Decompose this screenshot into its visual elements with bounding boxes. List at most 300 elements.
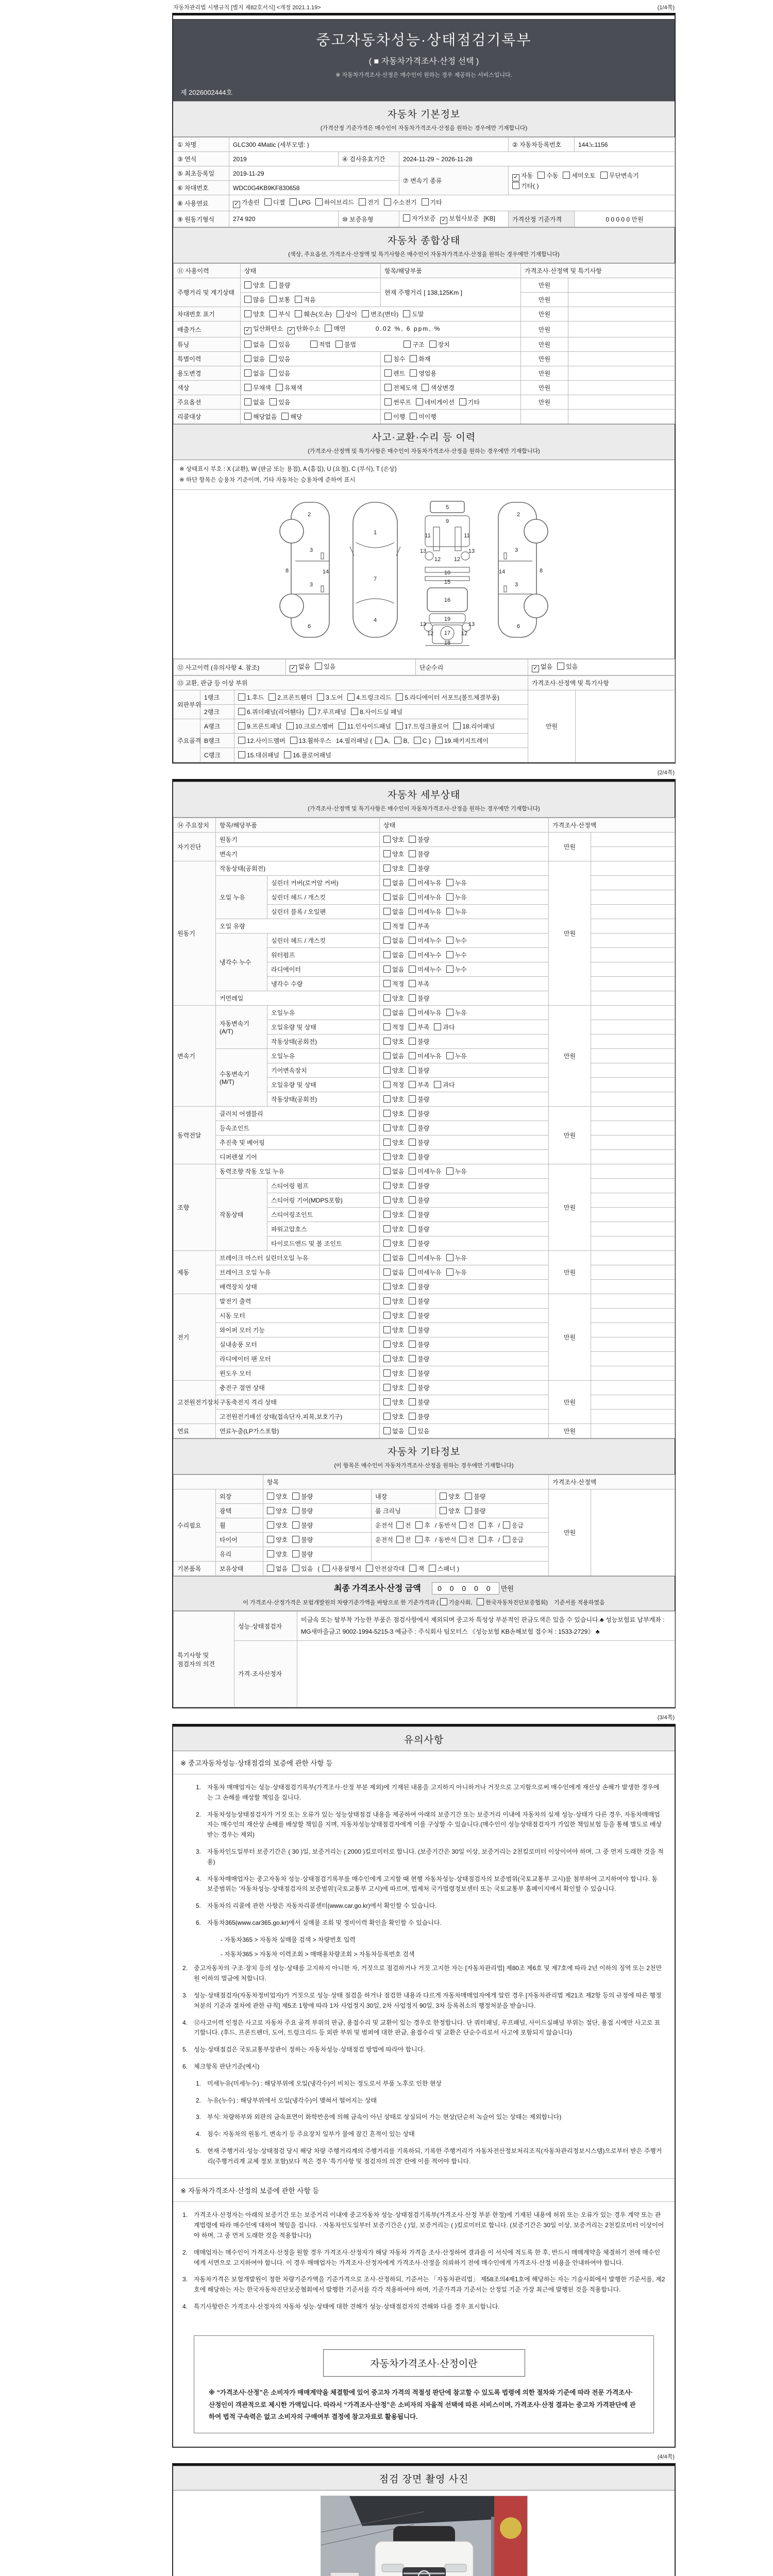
checkbox-icon[interactable] bbox=[337, 310, 344, 317]
checkbox-unchecked[interactable]: 스패너 ) bbox=[429, 1565, 459, 1572]
checkbox-icon[interactable] bbox=[396, 693, 403, 701]
checkbox-icon[interactable] bbox=[503, 1536, 510, 1543]
checkbox-unchecked[interactable]: 19.패키지트레이 bbox=[435, 737, 489, 744]
checkbox-unchecked[interactable]: 무단변속기 bbox=[600, 172, 639, 179]
checkbox-unchecked[interactable]: 양호 bbox=[383, 1067, 404, 1074]
checkbox-icon[interactable] bbox=[409, 1254, 416, 1261]
checkbox-unchecked[interactable]: 잭 bbox=[409, 1565, 424, 1572]
checkbox-unchecked[interactable]: 없음 bbox=[244, 399, 265, 406]
checkbox-unchecked[interactable]: 상이 bbox=[337, 311, 357, 318]
checkbox-icon[interactable] bbox=[267, 1521, 274, 1529]
checkbox-icon[interactable] bbox=[409, 1369, 416, 1377]
checkbox-unchecked[interactable]: 양호 bbox=[383, 1370, 404, 1377]
checkbox-unchecked[interactable]: 양호 bbox=[383, 1110, 404, 1117]
checkbox-icon[interactable] bbox=[270, 296, 277, 303]
checkbox-unchecked[interactable]: 양호 bbox=[383, 851, 404, 858]
checkbox-unchecked[interactable]: 수동 bbox=[537, 172, 558, 179]
checkbox-unchecked[interactable]: 불량 bbox=[409, 1125, 429, 1132]
checkbox-icon[interactable] bbox=[409, 1398, 416, 1405]
checkbox-icon[interactable] bbox=[409, 1283, 416, 1290]
checkbox-unchecked[interactable]: 부식 bbox=[270, 311, 290, 318]
checkbox-icon[interactable] bbox=[295, 310, 302, 317]
checkbox-icon[interactable] bbox=[434, 1081, 441, 1088]
checkbox-unchecked[interactable]: 전 bbox=[396, 1522, 411, 1529]
checkbox-unchecked[interactable]: 침수 bbox=[384, 355, 405, 363]
checkbox-unchecked[interactable]: 적법 bbox=[310, 341, 331, 348]
checkbox-icon[interactable] bbox=[394, 737, 401, 744]
checkbox-unchecked[interactable]: 후 bbox=[415, 1536, 430, 1544]
checkbox-icon[interactable] bbox=[409, 1196, 416, 1204]
checkbox-unchecked[interactable]: 후 bbox=[479, 1536, 494, 1544]
checkbox-icon[interactable] bbox=[383, 1110, 391, 1117]
checkbox-unchecked[interactable]: 13.휠하우스 bbox=[290, 737, 331, 744]
checkbox-unchecked[interactable]: 해당 bbox=[281, 413, 302, 420]
checkbox-icon[interactable]: ✓ bbox=[288, 327, 295, 334]
checkbox-icon[interactable] bbox=[325, 325, 332, 332]
checkbox-unchecked[interactable]: 불법 bbox=[335, 341, 356, 348]
checkbox-unchecked[interactable]: 양호 bbox=[383, 1154, 404, 1161]
checkbox-unchecked[interactable]: 양호 bbox=[383, 1182, 404, 1190]
checkbox-icon[interactable] bbox=[384, 355, 392, 362]
checkbox-unchecked[interactable]: 전체도색 bbox=[384, 384, 417, 392]
checkbox-unchecked[interactable]: 과다 bbox=[434, 1024, 455, 1031]
checkbox-unchecked[interactable]: 무채색 bbox=[244, 384, 271, 392]
checkbox-icon[interactable] bbox=[384, 398, 392, 405]
checkbox-unchecked[interactable]: 불량 bbox=[409, 1283, 429, 1291]
checkbox-unchecked[interactable]: 양호 bbox=[383, 1413, 404, 1420]
checkbox-checked[interactable]: ✓ 없음 bbox=[532, 663, 552, 670]
checkbox-icon[interactable] bbox=[383, 1081, 391, 1088]
checkbox-unchecked[interactable]: 불량 bbox=[409, 1370, 429, 1377]
checkbox-icon[interactable] bbox=[270, 310, 277, 317]
checkbox-unchecked[interactable]: 양호 bbox=[383, 1139, 404, 1146]
checkbox-icon[interactable] bbox=[383, 836, 391, 843]
checkbox-unchecked[interactable]: 불량 bbox=[409, 1139, 429, 1146]
checkbox-icon[interactable] bbox=[409, 1139, 416, 1146]
checkbox-unchecked[interactable]: 18.리어패널 bbox=[453, 723, 495, 730]
checkbox-icon[interactable] bbox=[292, 1565, 299, 1572]
checkbox-icon[interactable] bbox=[415, 1521, 423, 1529]
checkbox-icon[interactable] bbox=[465, 1493, 472, 1500]
checkbox-unchecked[interactable]: 미세누유 bbox=[409, 1168, 441, 1175]
checkbox-unchecked[interactable]: 부족 bbox=[409, 980, 429, 988]
checkbox-unchecked[interactable]: 없음 bbox=[267, 1565, 288, 1572]
checkbox-unchecked[interactable]: 불량 bbox=[409, 1413, 429, 1420]
checkbox-unchecked[interactable]: 불량 bbox=[409, 1110, 429, 1117]
checkbox-unchecked[interactable]: 11.인사이드패널 bbox=[339, 723, 391, 730]
checkbox-unchecked[interactable]: 과다 bbox=[434, 1081, 455, 1089]
checkbox-icon[interactable] bbox=[446, 937, 453, 944]
checkbox-icon[interactable] bbox=[383, 1297, 391, 1304]
checkbox-unchecked[interactable]: 응급 bbox=[503, 1522, 524, 1529]
checkbox-unchecked[interactable]: 있음 bbox=[270, 341, 290, 348]
checkbox-icon[interactable] bbox=[383, 1211, 391, 1218]
checkbox-unchecked[interactable]: 불량 bbox=[409, 1067, 429, 1074]
checkbox-unchecked[interactable]: 있음 bbox=[270, 370, 290, 377]
checkbox-icon[interactable] bbox=[335, 341, 343, 348]
checkbox-unchecked[interactable]: 많음 bbox=[244, 296, 265, 303]
checkbox-icon[interactable] bbox=[244, 296, 251, 303]
checkbox-icon[interactable] bbox=[465, 1507, 472, 1514]
checkbox-icon[interactable] bbox=[557, 663, 564, 670]
checkbox-icon[interactable] bbox=[383, 1398, 391, 1405]
checkbox-unchecked[interactable]: 한국자동차진단보증협회) bbox=[477, 1600, 548, 1606]
checkbox-unchecked[interactable]: 미세누수 bbox=[409, 937, 441, 944]
checkbox-icon[interactable] bbox=[383, 994, 391, 1002]
checkbox-icon[interactable] bbox=[409, 1341, 416, 1348]
checkbox-unchecked[interactable]: 전기 bbox=[359, 199, 379, 206]
checkbox-icon[interactable] bbox=[238, 708, 245, 715]
checkbox-unchecked[interactable]: 불량 bbox=[292, 1551, 313, 1558]
checkbox-icon[interactable] bbox=[362, 310, 369, 317]
checkbox-icon[interactable] bbox=[244, 398, 251, 405]
checkbox-icon[interactable] bbox=[409, 1312, 416, 1319]
checkbox-icon[interactable] bbox=[244, 310, 251, 317]
checkbox-unchecked[interactable]: 불량 bbox=[409, 1226, 429, 1233]
checkbox-icon[interactable] bbox=[383, 1052, 391, 1059]
checkbox-unchecked[interactable]: 디젤 bbox=[264, 199, 285, 206]
checkbox-icon[interactable] bbox=[292, 1507, 299, 1514]
checkbox-icon[interactable] bbox=[383, 1023, 391, 1030]
checkbox-icon[interactable] bbox=[410, 413, 417, 420]
checkbox-unchecked[interactable]: 영업용 bbox=[410, 370, 436, 377]
checkbox-unchecked[interactable]: 불량 bbox=[409, 1298, 429, 1305]
checkbox-icon[interactable] bbox=[383, 1038, 391, 1045]
checkbox-icon[interactable] bbox=[409, 951, 416, 958]
checkbox-unchecked[interactable]: 불량 bbox=[409, 1355, 429, 1363]
checkbox-unchecked[interactable]: 양호 bbox=[383, 1197, 404, 1204]
checkbox-unchecked[interactable]: 미세누유 bbox=[409, 879, 441, 887]
checkbox-unchecked[interactable]: 적정 bbox=[383, 1081, 404, 1089]
checkbox-unchecked[interactable]: 화재 bbox=[410, 355, 430, 363]
checkbox-unchecked[interactable]: 누유 bbox=[446, 894, 467, 901]
checkbox-icon[interactable] bbox=[409, 1023, 416, 1030]
checkbox-unchecked[interactable]: LPG bbox=[290, 199, 311, 206]
checkbox-icon[interactable] bbox=[317, 693, 324, 701]
checkbox-icon[interactable] bbox=[446, 1009, 453, 1016]
checkbox-icon[interactable] bbox=[440, 1598, 447, 1605]
checkbox-checked[interactable]: ✓ 일산화탄소 bbox=[244, 325, 283, 332]
checkbox-icon[interactable] bbox=[434, 1023, 441, 1030]
checkbox-unchecked[interactable]: 전 bbox=[459, 1522, 474, 1529]
checkbox-icon[interactable] bbox=[446, 908, 453, 915]
checkbox-icon[interactable] bbox=[446, 893, 453, 901]
checkbox-icon[interactable] bbox=[409, 1413, 416, 1420]
checkbox-unchecked[interactable]: 양호 bbox=[267, 1536, 288, 1544]
checkbox-icon[interactable] bbox=[383, 908, 391, 915]
checkbox-icon[interactable] bbox=[383, 1196, 391, 1204]
checkbox-unchecked[interactable]: 누유 bbox=[446, 1255, 467, 1262]
checkbox-unchecked[interactable]: 양호 bbox=[244, 311, 265, 318]
checkbox-unchecked[interactable]: 있음 bbox=[409, 1428, 429, 1435]
checkbox-icon[interactable] bbox=[383, 1369, 391, 1377]
checkbox-icon[interactable] bbox=[264, 198, 272, 206]
checkbox-unchecked[interactable]: 불량 bbox=[409, 1154, 429, 1161]
checkbox-icon[interactable] bbox=[414, 737, 421, 744]
checkbox-icon[interactable] bbox=[383, 1153, 391, 1160]
checkbox-unchecked[interactable]: 불량 bbox=[409, 995, 429, 1002]
checkbox-icon[interactable] bbox=[410, 355, 417, 362]
checkbox-icon[interactable] bbox=[281, 413, 289, 420]
checkbox-icon[interactable] bbox=[267, 1550, 274, 1557]
checkbox-unchecked[interactable]: 양호 bbox=[383, 1038, 404, 1045]
checkbox-icon[interactable] bbox=[244, 384, 251, 391]
checkbox-icon[interactable] bbox=[267, 1507, 274, 1514]
checkbox-unchecked[interactable]: 적정 bbox=[383, 1024, 404, 1031]
checkbox-icon[interactable] bbox=[267, 1565, 274, 1572]
checkbox-unchecked[interactable]: 없음 bbox=[383, 1428, 404, 1435]
checkbox-icon[interactable] bbox=[409, 1268, 416, 1276]
checkbox-unchecked[interactable]: 미세누유 bbox=[409, 1269, 441, 1276]
checkbox-unchecked[interactable]: 미세누유 bbox=[409, 1255, 441, 1262]
checkbox-unchecked[interactable]: 없음 bbox=[244, 355, 265, 363]
checkbox-icon[interactable] bbox=[267, 1536, 274, 1543]
checkbox-icon[interactable] bbox=[479, 1521, 486, 1529]
checkbox-unchecked[interactable]: 세미오토 bbox=[563, 172, 595, 179]
checkbox-icon[interactable] bbox=[383, 1124, 391, 1131]
checkbox-icon[interactable]: ✓ bbox=[244, 327, 251, 334]
checkbox-icon[interactable] bbox=[435, 737, 443, 744]
checkbox-icon[interactable] bbox=[446, 1268, 453, 1276]
checkbox-unchecked[interactable]: 양호 bbox=[383, 1384, 404, 1392]
checkbox-icon[interactable]: ✓ bbox=[440, 217, 447, 224]
checkbox-unchecked[interactable]: 양호 bbox=[440, 1507, 460, 1515]
checkbox-icon[interactable] bbox=[384, 369, 392, 377]
checkbox-icon[interactable] bbox=[600, 172, 608, 179]
checkbox-icon[interactable] bbox=[409, 965, 416, 973]
checkbox-unchecked[interactable]: 후 bbox=[415, 1522, 430, 1529]
checkbox-icon[interactable] bbox=[383, 1355, 391, 1362]
checkbox-unchecked[interactable]: 불량 bbox=[409, 1312, 429, 1319]
checkbox-unchecked[interactable]: 6.쿼더패널(리어휀다) bbox=[238, 708, 304, 716]
checkbox-icon[interactable] bbox=[409, 865, 416, 872]
checkbox-icon[interactable] bbox=[244, 355, 251, 362]
checkbox-icon[interactable] bbox=[383, 1182, 391, 1189]
checkbox-icon[interactable] bbox=[315, 198, 323, 206]
checkbox-icon[interactable]: ✓ bbox=[290, 665, 297, 672]
checkbox-icon[interactable]: ✓ bbox=[512, 174, 519, 181]
checkbox-unchecked[interactable]: 이행 bbox=[384, 413, 405, 420]
checkbox-icon[interactable] bbox=[310, 341, 317, 348]
checkbox-icon[interactable] bbox=[409, 1427, 416, 1434]
checkbox-icon[interactable] bbox=[375, 737, 382, 744]
checkbox-unchecked[interactable]: 불량 bbox=[465, 1493, 485, 1500]
checkbox-unchecked[interactable]: 없음 bbox=[383, 1255, 404, 1262]
checkbox-unchecked[interactable]: 불량 bbox=[409, 1197, 429, 1204]
checkbox-icon[interactable] bbox=[396, 722, 403, 730]
checkbox-icon[interactable] bbox=[383, 922, 391, 929]
checkbox-unchecked[interactable]: 누유 bbox=[446, 879, 467, 887]
checkbox-icon[interactable] bbox=[429, 1565, 436, 1572]
checkbox-unchecked[interactable]: 불량 bbox=[409, 1211, 429, 1218]
checkbox-unchecked[interactable]: 수소전기 bbox=[384, 199, 416, 206]
checkbox-unchecked[interactable]: 불량 bbox=[409, 1384, 429, 1392]
checkbox-unchecked[interactable]: 전 bbox=[396, 1536, 411, 1544]
checkbox-icon[interactable] bbox=[383, 850, 391, 857]
checkbox-icon[interactable] bbox=[440, 1507, 447, 1514]
checkbox-unchecked[interactable]: 색상변경 bbox=[422, 384, 454, 392]
checkbox-unchecked[interactable]: 있음 bbox=[270, 355, 290, 363]
checkbox-unchecked[interactable]: 부족 bbox=[409, 1081, 429, 1089]
checkbox-icon[interactable] bbox=[270, 281, 277, 289]
checkbox-icon[interactable] bbox=[477, 1598, 484, 1605]
checkbox-icon[interactable] bbox=[409, 1153, 416, 1160]
checkbox-icon[interactable] bbox=[396, 1536, 404, 1543]
checkbox-unchecked[interactable]: 3.도어 bbox=[317, 694, 343, 701]
checkbox-icon[interactable] bbox=[409, 893, 416, 901]
checkbox-icon[interactable] bbox=[446, 1254, 453, 1261]
checkbox-unchecked[interactable]: 양호 bbox=[383, 1283, 404, 1291]
checkbox-unchecked[interactable]: 없음 bbox=[383, 1269, 404, 1276]
checkbox-icon[interactable] bbox=[383, 1384, 391, 1391]
checkbox-unchecked[interactable]: 안전삼각대 bbox=[366, 1565, 405, 1572]
checkbox-unchecked[interactable]: 양호 bbox=[383, 1355, 404, 1363]
checkbox-unchecked[interactable]: 1.후드 bbox=[238, 694, 264, 701]
checkbox-unchecked[interactable]: 장치 bbox=[429, 341, 450, 348]
checkbox-icon[interactable] bbox=[244, 341, 251, 348]
checkbox-unchecked[interactable]: 있음 bbox=[557, 663, 578, 670]
checkbox-icon[interactable] bbox=[244, 369, 251, 377]
checkbox-icon[interactable] bbox=[415, 1536, 423, 1543]
checkbox-icon[interactable] bbox=[409, 1182, 416, 1189]
checkbox-icon[interactable] bbox=[409, 836, 416, 843]
checkbox-icon[interactable] bbox=[409, 879, 416, 886]
checkbox-unchecked[interactable]: 렌트 bbox=[384, 370, 405, 377]
checkbox-unchecked[interactable]: 변조(변타) bbox=[362, 311, 398, 318]
checkbox-icon[interactable] bbox=[409, 1110, 416, 1117]
checkbox-unchecked[interactable]: 없음 bbox=[383, 937, 404, 944]
checkbox-unchecked[interactable]: 없음 bbox=[244, 341, 265, 348]
checkbox-unchecked[interactable]: 적음 bbox=[295, 296, 315, 303]
checkbox-unchecked[interactable]: 16.플로어패널 bbox=[284, 752, 331, 759]
checkbox-icon[interactable] bbox=[409, 908, 416, 915]
checkbox-icon[interactable] bbox=[383, 1066, 391, 1074]
checkbox-unchecked[interactable]: 양호 bbox=[383, 1312, 404, 1319]
checkbox-unchecked[interactable]: 없음 bbox=[383, 952, 404, 959]
checkbox-unchecked[interactable]: 불량 bbox=[409, 1096, 429, 1103]
checkbox-unchecked[interactable]: 양호 bbox=[267, 1522, 288, 1529]
checkbox-unchecked[interactable]: 5.라디에이터 서포트(볼트체결부품) bbox=[396, 694, 499, 701]
checkbox-icon[interactable] bbox=[244, 413, 251, 420]
checkbox-icon[interactable] bbox=[383, 1167, 391, 1175]
checkbox-icon[interactable] bbox=[270, 341, 277, 348]
checkbox-unchecked[interactable]: 불량 bbox=[409, 1399, 429, 1406]
checkbox-unchecked[interactable]: 없음 bbox=[383, 1168, 404, 1175]
checkbox-icon[interactable] bbox=[292, 1550, 299, 1557]
checkbox-icon[interactable] bbox=[409, 1038, 416, 1045]
checkbox-icon[interactable] bbox=[270, 355, 277, 362]
checkbox-icon[interactable] bbox=[238, 751, 245, 758]
checkbox-checked[interactable]: ✓ 자동 bbox=[512, 172, 533, 179]
checkbox-icon[interactable] bbox=[292, 1536, 299, 1543]
checkbox-unchecked[interactable]: 썬루프 bbox=[384, 399, 411, 406]
checkbox-icon[interactable] bbox=[292, 1493, 299, 1500]
checkbox-unchecked[interactable]: 누수 bbox=[446, 952, 467, 959]
checkbox-unchecked[interactable]: 양호 bbox=[383, 865, 404, 872]
checkbox-icon[interactable] bbox=[383, 1225, 391, 1232]
checkbox-icon[interactable] bbox=[409, 1095, 416, 1103]
checkbox-unchecked[interactable]: 양호 bbox=[383, 1096, 404, 1103]
checkbox-unchecked[interactable]: 없음 bbox=[383, 894, 404, 901]
checkbox-icon[interactable] bbox=[267, 1493, 274, 1500]
checkbox-icon[interactable] bbox=[409, 1326, 416, 1333]
checkbox-unchecked[interactable]: 부족 bbox=[409, 923, 429, 930]
checkbox-unchecked[interactable]: 10.크로스멤버 bbox=[287, 723, 334, 730]
checkbox-icon[interactable] bbox=[383, 1427, 391, 1434]
checkbox-unchecked[interactable]: 누수 bbox=[446, 937, 467, 944]
checkbox-icon[interactable] bbox=[290, 198, 297, 206]
checkbox-icon[interactable] bbox=[383, 879, 391, 886]
checkbox-unchecked[interactable]: 없음 bbox=[383, 1009, 404, 1016]
checkbox-icon[interactable] bbox=[383, 965, 391, 973]
checkbox-unchecked[interactable]: 하이브리드 bbox=[315, 199, 354, 206]
checkbox-unchecked[interactable]: 4.트렁크리드 bbox=[347, 694, 391, 701]
checkbox-unchecked[interactable]: 불량 bbox=[409, 1038, 429, 1045]
checkbox-unchecked[interactable]: 없음 bbox=[244, 370, 265, 377]
checkbox-icon[interactable] bbox=[416, 398, 423, 405]
checkbox-icon[interactable] bbox=[284, 751, 291, 758]
checkbox-unchecked[interactable]: 매연 bbox=[325, 325, 345, 332]
checkbox-unchecked[interactable]: 양호 bbox=[267, 1507, 288, 1515]
checkbox-icon[interactable] bbox=[383, 1254, 391, 1261]
checkbox-icon[interactable] bbox=[459, 1536, 466, 1543]
checkbox-unchecked[interactable]: 구조 bbox=[404, 341, 424, 348]
checkbox-icon[interactable] bbox=[410, 369, 417, 377]
checkbox-unchecked[interactable]: 네비게이션 bbox=[416, 399, 455, 406]
checkbox-icon[interactable] bbox=[396, 1521, 404, 1529]
checkbox-unchecked[interactable]: 불량 bbox=[409, 1327, 429, 1334]
checkbox-icon[interactable] bbox=[409, 1009, 416, 1016]
checkbox-icon[interactable] bbox=[409, 1052, 416, 1059]
checkbox-unchecked[interactable]: 자가보증 bbox=[403, 215, 435, 222]
checkbox-icon[interactable] bbox=[409, 1355, 416, 1362]
checkbox-icon[interactable] bbox=[459, 1521, 466, 1529]
checkbox-unchecked[interactable]: 훼손(오손) bbox=[295, 311, 331, 318]
checkbox-icon[interactable] bbox=[383, 865, 391, 872]
checkbox-unchecked[interactable]: 없음 bbox=[383, 1053, 404, 1060]
checkbox-icon[interactable] bbox=[315, 663, 322, 670]
checkbox-unchecked[interactable]: 미이행 bbox=[410, 413, 436, 420]
checkbox-unchecked[interactable]: 누유 bbox=[446, 908, 467, 916]
checkbox-icon[interactable] bbox=[479, 1536, 486, 1543]
checkbox-unchecked[interactable]: 미세누수 bbox=[409, 952, 441, 959]
checkbox-unchecked[interactable]: 기타 bbox=[422, 199, 442, 206]
checkbox-icon[interactable] bbox=[270, 369, 277, 377]
checkbox-icon[interactable] bbox=[238, 722, 245, 730]
checkbox-unchecked[interactable]: 양호 bbox=[383, 1341, 404, 1348]
checkbox-icon[interactable] bbox=[404, 341, 411, 348]
checkbox-icon[interactable] bbox=[351, 708, 358, 715]
checkbox-unchecked[interactable]: 양호 bbox=[440, 1493, 460, 1500]
checkbox-icon[interactable] bbox=[409, 850, 416, 857]
checkbox-unchecked[interactable]: B, bbox=[394, 737, 409, 744]
checkbox-icon[interactable] bbox=[295, 296, 302, 303]
checkbox-unchecked[interactable]: 양호 bbox=[383, 1125, 404, 1132]
checkbox-icon[interactable] bbox=[383, 1312, 391, 1319]
checkbox-icon[interactable] bbox=[383, 893, 391, 901]
checkbox-icon[interactable] bbox=[290, 737, 297, 744]
checkbox-unchecked[interactable]: 불량 bbox=[270, 282, 290, 289]
checkbox-unchecked[interactable]: 미세누유 bbox=[409, 1009, 441, 1016]
checkbox-unchecked[interactable]: 불량 bbox=[409, 851, 429, 858]
checkbox-icon[interactable] bbox=[383, 1240, 391, 1247]
checkbox-icon[interactable] bbox=[409, 1297, 416, 1304]
checkbox-unchecked[interactable]: 있음 bbox=[292, 1565, 313, 1572]
checkbox-unchecked[interactable]: 양호 bbox=[244, 282, 265, 289]
checkbox-icon[interactable] bbox=[453, 722, 461, 730]
checkbox-icon[interactable] bbox=[366, 1565, 373, 1572]
checkbox-unchecked[interactable]: C ) bbox=[414, 737, 431, 744]
